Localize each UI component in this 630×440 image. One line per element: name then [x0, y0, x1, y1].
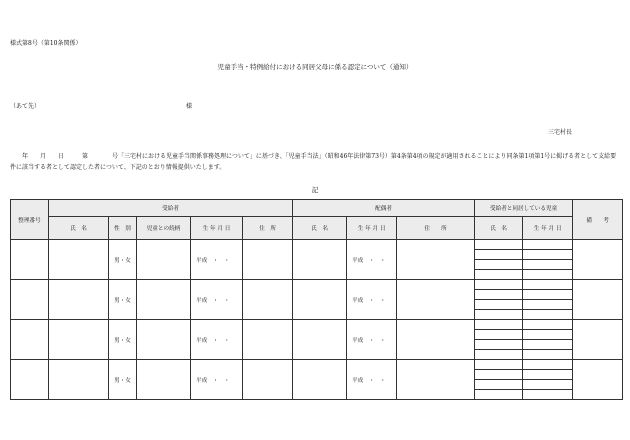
recipient-table — [10, 199, 623, 400]
remarks-cell[interactable] — [573, 320, 623, 360]
child-dob-cell[interactable] — [523, 360, 573, 370]
child-name-cell[interactable] — [475, 290, 523, 300]
serial-cell[interactable] — [11, 280, 49, 320]
child-name-cell[interactable] — [475, 380, 523, 390]
child-name-cell[interactable] — [475, 340, 523, 350]
child-name-cell[interactable] — [475, 280, 523, 290]
child-name-cell[interactable] — [475, 330, 523, 340]
recipient-header: 受給者 — [49, 200, 293, 217]
recipient-name-cell[interactable] — [49, 240, 109, 280]
child-name-cell[interactable] — [475, 360, 523, 370]
body-paragraph: 年 月 日 第 号「三宅村における児童手当関係事務処理について」に基づき、「児童手当法」（昭和46年法律第73号）第4条第4項の規定が適用されることにより同条第1項第1号に掲げる者として支給要件に該当する者として認定した者について、下記のとおり情報提供いたします。 — [10, 153, 617, 171]
child-dob-cell[interactable] — [523, 330, 573, 340]
table-row — [11, 360, 623, 370]
sex-cell[interactable]: 男・女 — [109, 280, 137, 320]
spouse-name-cell[interactable] — [293, 360, 347, 400]
child-dob-cell[interactable] — [523, 290, 573, 300]
recipient-address-cell[interactable] — [243, 320, 293, 360]
child-name-cell[interactable] — [475, 370, 523, 380]
child-name-cell[interactable] — [475, 320, 523, 330]
remarks-cell[interactable] — [573, 360, 623, 400]
serial-header: 整理番号 — [11, 200, 49, 240]
serial-cell[interactable] — [11, 240, 49, 280]
spouse-address-cell[interactable] — [397, 320, 475, 360]
spouse-address-cell[interactable] — [397, 240, 475, 280]
spouse-address-cell[interactable] — [397, 280, 475, 320]
spouse-header: 配偶者 — [293, 200, 475, 217]
child-dob-cell[interactable] — [523, 390, 573, 400]
recipient-sex-header: 性 別 — [109, 217, 137, 240]
child-dob-cell[interactable] — [523, 340, 573, 350]
spouse-dob-cell[interactable]: 平成 ・ ・ — [347, 240, 397, 280]
child-dob-header: 生 年 月 日 — [523, 217, 573, 240]
recipient-address-cell[interactable] — [243, 280, 293, 320]
relation-cell[interactable] — [137, 360, 191, 400]
sex-cell[interactable]: 男・女 — [109, 320, 137, 360]
relation-header: 児童との続柄 — [137, 217, 191, 240]
relation-cell[interactable] — [137, 320, 191, 360]
table-row — [11, 320, 623, 330]
serial-cell[interactable] — [11, 360, 49, 400]
child-dob-cell[interactable] — [523, 240, 573, 250]
table-row — [11, 280, 623, 290]
relation-cell[interactable] — [137, 240, 191, 280]
child-dob-cell[interactable] — [523, 250, 573, 260]
child-name-cell[interactable] — [475, 300, 523, 310]
child-dob-cell[interactable] — [523, 300, 573, 310]
relation-cell[interactable] — [137, 280, 191, 320]
child-dob-cell[interactable] — [523, 380, 573, 390]
child-name-header: 氏 名 — [475, 217, 523, 240]
sender-name: 三宅村長 — [548, 129, 573, 136]
child-name-cell[interactable] — [475, 250, 523, 260]
remarks-cell[interactable] — [573, 240, 623, 280]
child-name-cell[interactable] — [475, 240, 523, 250]
child-dob-cell[interactable] — [523, 320, 573, 330]
recipient-dob-cell[interactable]: 平成 ・ ・ — [191, 360, 243, 400]
spouse-name-cell[interactable] — [293, 240, 347, 280]
recipient-address-cell[interactable] — [243, 360, 293, 400]
child-dob-cell[interactable] — [523, 270, 573, 280]
child-dob-cell[interactable] — [523, 260, 573, 270]
child-name-cell[interactable] — [475, 260, 523, 270]
recipient-address-cell[interactable] — [243, 240, 293, 280]
recipient-dob-cell[interactable]: 平成 ・ ・ — [191, 320, 243, 360]
recipient-dob-header: 生 年 月 日 — [191, 217, 243, 240]
child-name-cell[interactable] — [475, 350, 523, 360]
spouse-address-header: 住 所 — [397, 217, 475, 240]
addressee-label: （あて先） — [10, 103, 41, 110]
serial-cell[interactable] — [11, 320, 49, 360]
recipient-name-header: 氏 名 — [49, 217, 109, 240]
spouse-dob-cell[interactable]: 平成 ・ ・ — [347, 360, 397, 400]
remarks-header: 備 考 — [573, 200, 623, 240]
record-label: 記 — [311, 186, 319, 194]
spouse-dob-cell[interactable]: 平成 ・ ・ — [347, 320, 397, 360]
child-dob-cell[interactable] — [523, 370, 573, 380]
child-dob-cell[interactable] — [523, 310, 573, 320]
recipient-address-header: 住 所 — [243, 217, 293, 240]
child-header: 受給者と同居している児童 — [475, 200, 573, 217]
sex-cell[interactable]: 男・女 — [109, 240, 137, 280]
spouse-dob-cell[interactable]: 平成 ・ ・ — [347, 280, 397, 320]
recipient-dob-cell[interactable]: 平成 ・ ・ — [191, 280, 243, 320]
remarks-cell[interactable] — [573, 280, 623, 320]
recipient-name-cell[interactable] — [49, 280, 109, 320]
child-name-cell[interactable] — [475, 270, 523, 280]
spouse-name-cell[interactable] — [293, 280, 347, 320]
form-label: 様式第8号（第10条関係） — [10, 40, 82, 47]
child-name-cell[interactable] — [475, 310, 523, 320]
document-title: 児童手当・特例給付における同居父母に係る認定について（通知） — [217, 63, 413, 71]
spouse-name-cell[interactable] — [293, 320, 347, 360]
table-row — [11, 240, 623, 250]
spouse-address-cell[interactable] — [397, 360, 475, 400]
table-body — [11, 240, 623, 400]
sex-cell[interactable]: 男・女 — [109, 360, 137, 400]
child-dob-cell[interactable] — [523, 280, 573, 290]
spouse-dob-header: 生 年 月 日 — [347, 217, 397, 240]
child-dob-cell[interactable] — [523, 350, 573, 360]
recipient-name-cell[interactable] — [49, 320, 109, 360]
recipient-name-cell[interactable] — [49, 360, 109, 400]
recipient-dob-cell[interactable]: 平成 ・ ・ — [191, 240, 243, 280]
honorific: 様 — [186, 103, 193, 110]
spouse-name-header: 氏 名 — [293, 217, 347, 240]
child-name-cell[interactable] — [475, 390, 523, 400]
